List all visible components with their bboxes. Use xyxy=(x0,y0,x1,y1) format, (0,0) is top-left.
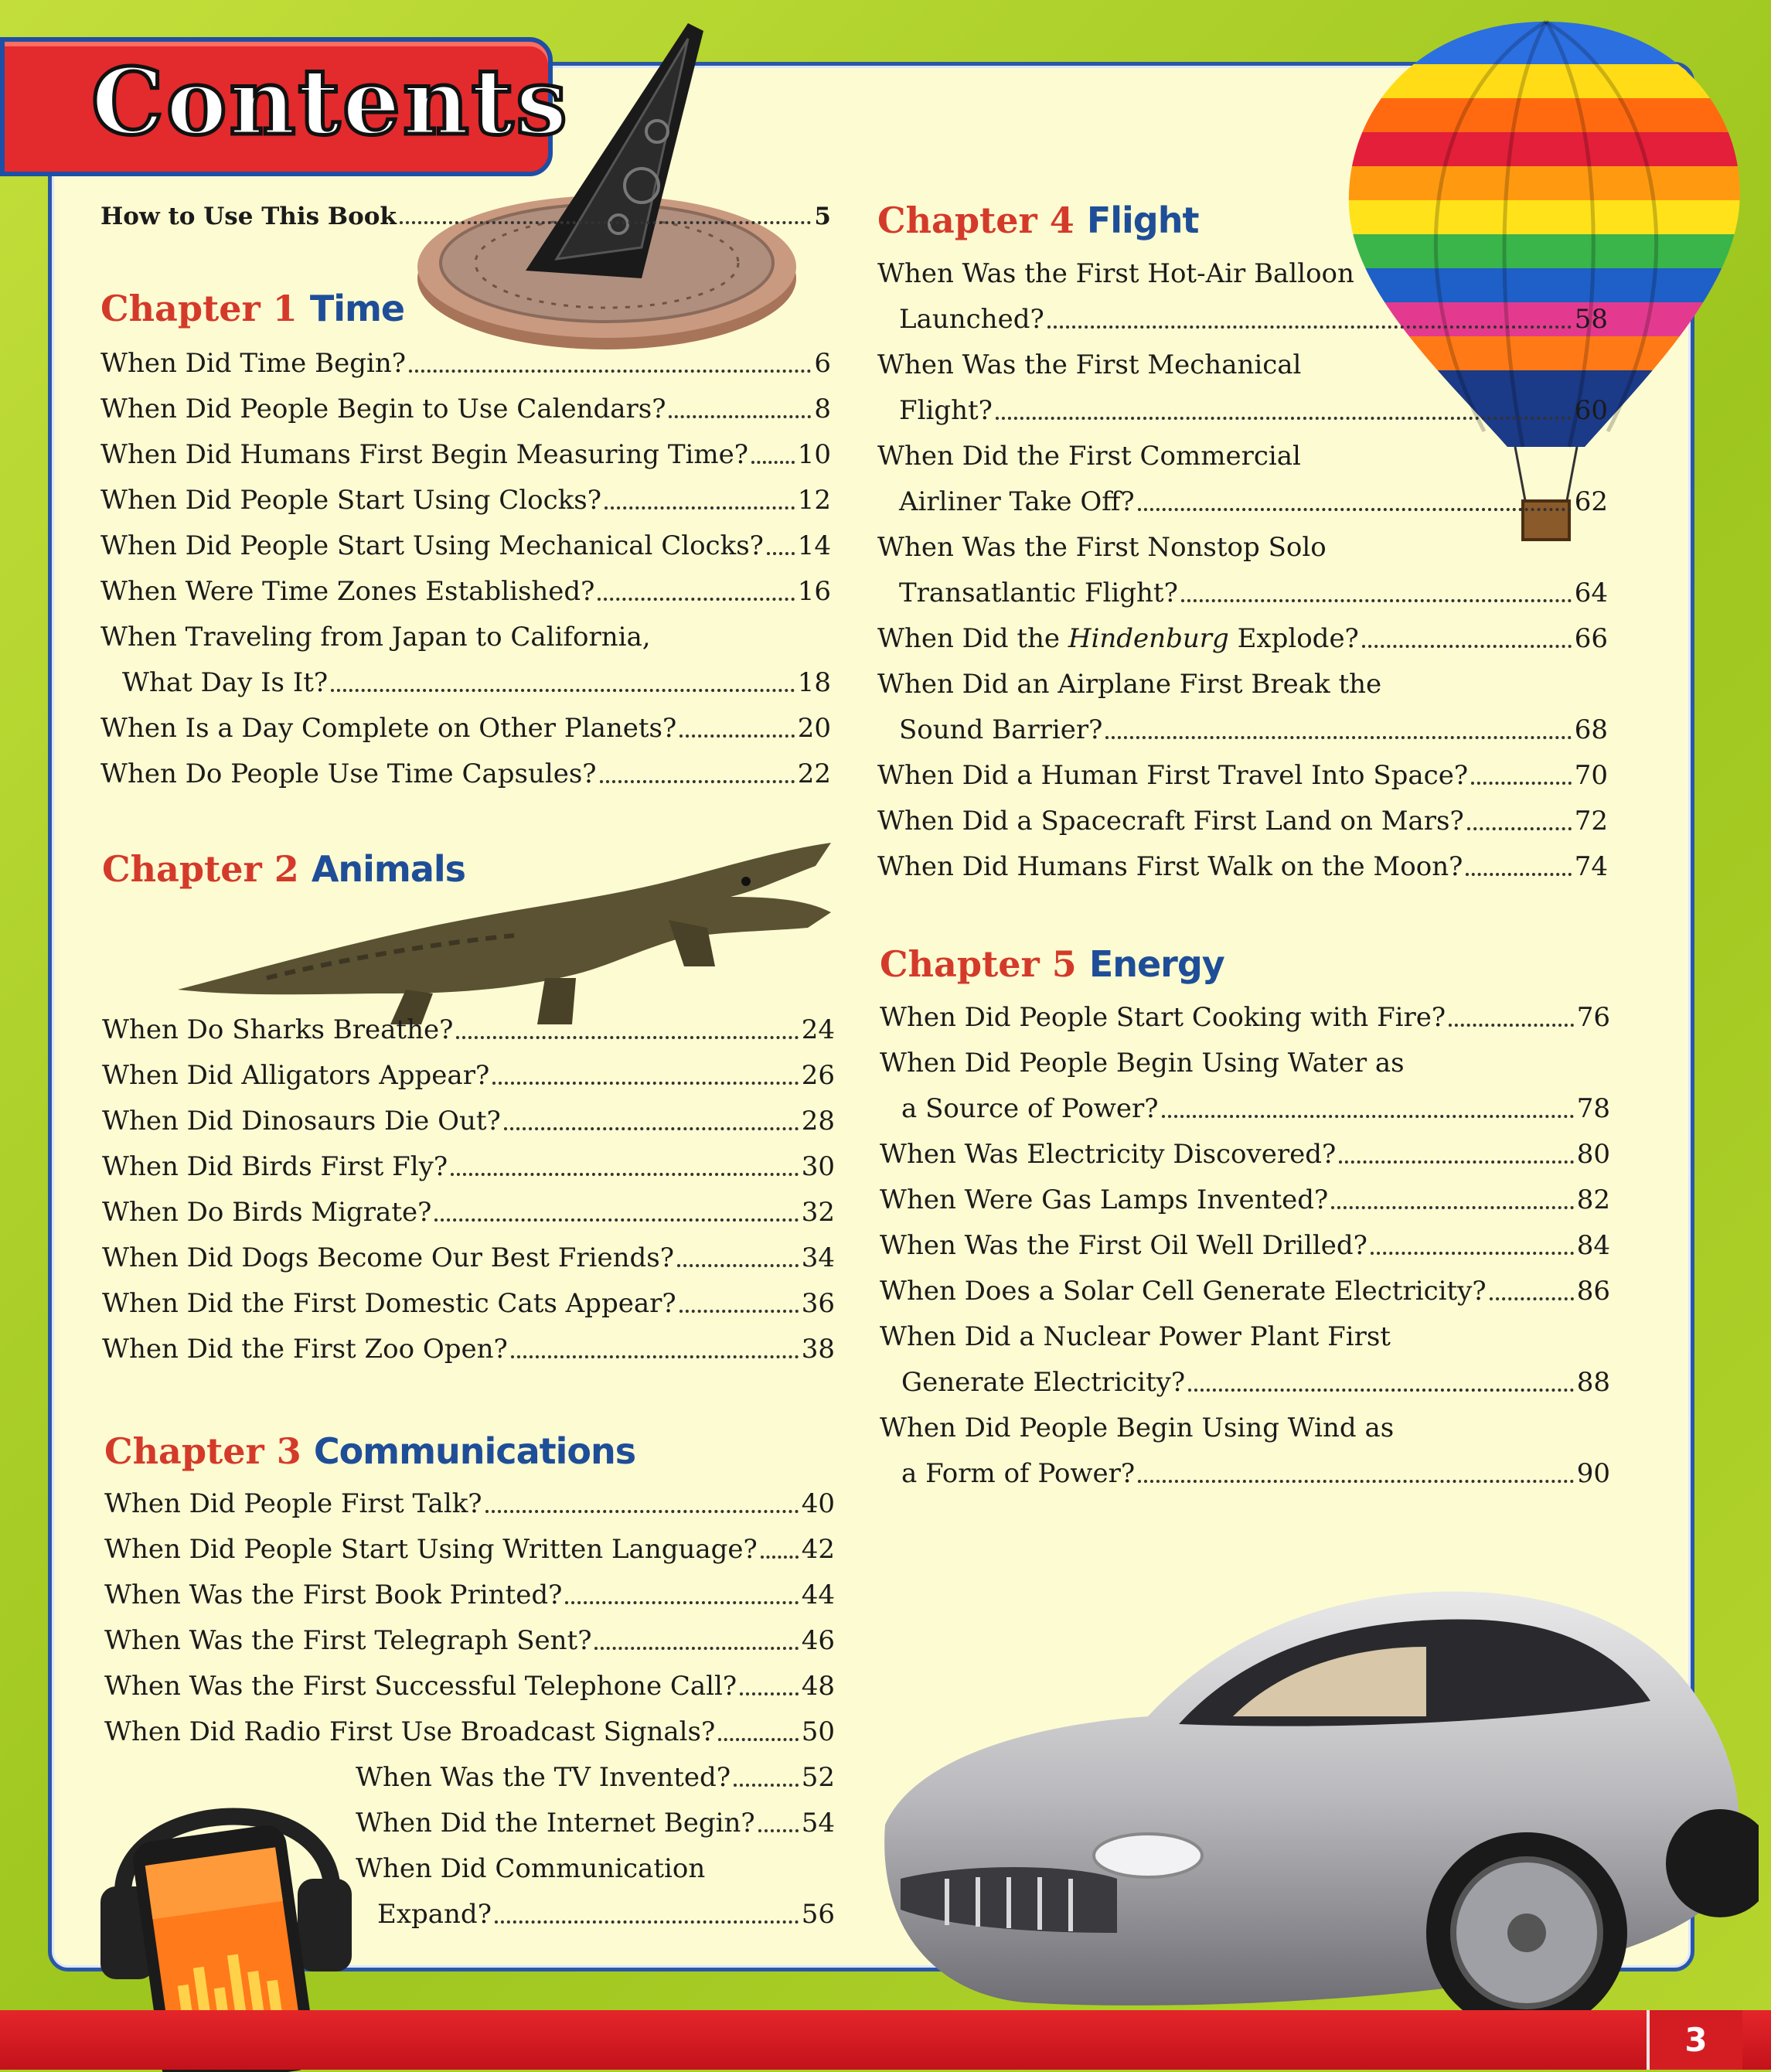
entry-page: 70 xyxy=(1574,760,1608,791)
toc-entry-line[interactable]: When Did People Begin Using Water as xyxy=(880,1048,1405,1079)
entry-page: 16 xyxy=(797,576,831,607)
dot-leader xyxy=(1181,599,1572,602)
intro-entry[interactable] xyxy=(100,203,831,230)
entry-page: 60 xyxy=(1574,395,1608,426)
toc-entry[interactable] xyxy=(104,1488,835,1519)
entry-page: 46 xyxy=(801,1625,835,1656)
toc-entry-line[interactable]: When Did a Nuclear Power Plant First xyxy=(880,1321,1391,1352)
dot-leader xyxy=(400,221,812,224)
entry-page: 52 xyxy=(801,1762,835,1793)
entry-title: When Did People Start Cooking with Fire? xyxy=(880,1002,1446,1033)
dot-leader xyxy=(598,598,794,601)
entry-title: When Was the First Telegraph Sent? xyxy=(104,1625,592,1656)
entry-page: 50 xyxy=(801,1716,835,1747)
entry-page: 38 xyxy=(801,1334,835,1365)
toc-entry[interactable] xyxy=(877,623,1608,654)
dot-leader xyxy=(504,1127,799,1130)
chapter-name: Energy xyxy=(1088,943,1224,985)
entry-title: When Did the First Zoo Open? xyxy=(102,1334,508,1365)
entry-title: When Does a Solar Cell Generate Electricity? xyxy=(880,1276,1487,1307)
dot-leader xyxy=(734,1784,799,1787)
chapter-heading xyxy=(104,1430,635,1472)
dot-leader xyxy=(605,506,795,509)
chapter-heading xyxy=(100,288,404,329)
toc-entry[interactable] xyxy=(100,576,831,607)
entry-page: 32 xyxy=(801,1197,835,1228)
toc-entry[interactable] xyxy=(356,1808,835,1839)
dot-leader xyxy=(679,1310,799,1313)
dot-leader xyxy=(409,370,811,373)
toc-entry[interactable] xyxy=(104,1580,835,1610)
dot-leader xyxy=(565,1601,798,1604)
entry-page: 82 xyxy=(1576,1184,1610,1215)
entry-title: Transatlantic Flight? xyxy=(899,578,1178,608)
entry-title: What Day Is It? xyxy=(122,667,329,698)
toc-entry[interactable] xyxy=(122,667,831,698)
toc-entry[interactable] xyxy=(104,1671,835,1702)
chapter-heading xyxy=(877,199,1198,241)
toc-entry[interactable] xyxy=(877,760,1608,791)
entry-title: When Did People Start Using Mechanical Clocks? xyxy=(100,530,764,561)
toc-entry[interactable] xyxy=(899,486,1608,517)
toc-entry-line[interactable]: When Did People Begin Using Wind as xyxy=(880,1413,1395,1443)
chapter-number: Chapter 1 xyxy=(100,288,298,329)
dot-leader xyxy=(1162,1115,1574,1118)
dot-leader xyxy=(761,1556,799,1559)
dot-leader xyxy=(1138,508,1572,511)
dot-leader xyxy=(1371,1252,1574,1255)
toc-entry[interactable] xyxy=(100,485,831,516)
entry-page: 68 xyxy=(1574,714,1608,745)
entry-page: 80 xyxy=(1576,1139,1610,1170)
entry-page: 44 xyxy=(801,1580,835,1610)
entry-page: 30 xyxy=(801,1151,835,1182)
entry-page: 34 xyxy=(801,1242,835,1273)
entry-page: 78 xyxy=(1576,1093,1610,1124)
sundial-icon xyxy=(410,15,812,356)
intro-label: How to Use This Book xyxy=(100,203,397,230)
toc-entry[interactable] xyxy=(901,1458,1610,1489)
dot-leader xyxy=(1449,1024,1574,1027)
entry-title: When Did Humans First Begin Measuring Time? xyxy=(100,439,748,470)
entry-title: Flight? xyxy=(899,395,993,426)
dot-leader xyxy=(331,689,795,692)
entry-title: a Source of Power? xyxy=(901,1093,1159,1124)
entry-page: 90 xyxy=(1576,1458,1610,1489)
entry-page: 6 xyxy=(814,348,831,379)
entry-title: When Was the TV Invented? xyxy=(356,1762,731,1793)
toc-entry[interactable] xyxy=(100,758,831,789)
toc-entry[interactable] xyxy=(102,1151,835,1182)
dot-leader xyxy=(751,461,795,464)
entry-page: 24 xyxy=(801,1014,835,1045)
toc-entry-line[interactable]: When Was the First Mechanical xyxy=(877,349,1302,380)
dot-leader xyxy=(740,1692,799,1695)
entry-title: When Did People Begin to Use Calendars? xyxy=(100,394,666,424)
entry-title: When Was the First Successful Telephone Call? xyxy=(104,1671,737,1702)
dot-leader xyxy=(1466,873,1571,876)
entry-title: Sound Barrier? xyxy=(899,714,1103,745)
chapter-name: Flight xyxy=(1086,199,1199,241)
page-title: Contents xyxy=(91,48,570,155)
entry-title: When Did People Start Using Written Language? xyxy=(104,1534,758,1565)
entry-page: 14 xyxy=(797,530,831,561)
sports-car-icon xyxy=(870,1569,1759,2064)
entry-page: 18 xyxy=(797,667,831,698)
dot-leader xyxy=(718,1738,799,1741)
dot-leader xyxy=(1362,645,1572,648)
entry-page: 76 xyxy=(1576,1002,1610,1033)
toc-entry-line[interactable]: When Did the First Commercial xyxy=(877,441,1301,472)
toc-entry[interactable] xyxy=(356,1762,835,1793)
dot-leader xyxy=(1339,1160,1574,1164)
entry-title: Airliner Take Off? xyxy=(899,486,1135,517)
dot-leader xyxy=(1138,1480,1574,1483)
dot-leader xyxy=(679,734,795,738)
entry-title: When Were Time Zones Established? xyxy=(100,576,595,607)
dot-leader xyxy=(451,1173,799,1176)
dot-leader xyxy=(1188,1389,1574,1392)
toc-entry[interactable] xyxy=(102,1242,835,1273)
entry-page: 8 xyxy=(814,394,831,424)
dot-leader xyxy=(1331,1206,1573,1209)
entry-title: When Did Humans First Walk on the Moon? xyxy=(877,851,1463,882)
entry-title: When Did the Hindenburg Explode? xyxy=(877,623,1359,654)
chapter-name: Time xyxy=(309,288,405,329)
toc-entry-line[interactable]: When Did Communication xyxy=(356,1853,706,1884)
entry-title: When Did the First Domestic Cats Appear? xyxy=(102,1288,676,1319)
toc-entry[interactable] xyxy=(899,304,1608,335)
dot-leader xyxy=(511,1355,799,1358)
chapter-name: Communications xyxy=(313,1430,636,1472)
toc-entry[interactable] xyxy=(104,1625,835,1656)
entry-page: 36 xyxy=(801,1288,835,1319)
toc-entry[interactable] xyxy=(104,1716,835,1747)
entry-page: 42 xyxy=(801,1534,835,1565)
entry-title: When Was the First Oil Well Drilled? xyxy=(880,1230,1367,1261)
entry-page: 88 xyxy=(1576,1367,1610,1398)
dot-leader xyxy=(1467,827,1572,830)
toc-entry[interactable] xyxy=(877,851,1608,882)
dot-leader xyxy=(492,1082,799,1085)
dot-leader xyxy=(1471,782,1572,785)
entry-title: Generate Electricity? xyxy=(901,1367,1186,1398)
toc-entry[interactable] xyxy=(100,348,831,379)
entry-page: 22 xyxy=(797,758,831,789)
entry-page: 58 xyxy=(1574,304,1608,335)
chapter-number: Chapter 5 xyxy=(880,943,1077,985)
entry-title: When Did People First Talk? xyxy=(104,1488,482,1519)
entry-title: When Do Sharks Breathe? xyxy=(102,1014,454,1045)
toc-entry[interactable] xyxy=(899,714,1608,745)
toc-entry[interactable] xyxy=(901,1093,1610,1124)
dot-leader xyxy=(996,417,1572,420)
toc-entry[interactable] xyxy=(100,394,831,424)
entry-title: When Did People Start Using Clocks? xyxy=(100,485,601,516)
entry-page: 74 xyxy=(1574,851,1608,882)
toc-entry[interactable] xyxy=(880,1139,1610,1170)
entry-title: When Did Time Begin? xyxy=(100,348,406,379)
toc-entry-line[interactable]: When Was the First Hot-Air Balloon xyxy=(877,258,1354,289)
chapter-heading xyxy=(880,943,1224,985)
entry-page: 84 xyxy=(1576,1230,1610,1261)
entry-page: 64 xyxy=(1574,578,1608,608)
entry-title: When Do Birds Migrate? xyxy=(102,1197,432,1228)
toc-entry[interactable] xyxy=(100,439,831,470)
toc-entry[interactable] xyxy=(377,1899,835,1930)
toc-entry[interactable] xyxy=(880,1276,1610,1307)
intro-page: 5 xyxy=(814,203,831,230)
entry-title: When Was Electricity Discovered? xyxy=(880,1139,1337,1170)
dot-leader xyxy=(1047,325,1572,329)
dot-leader xyxy=(1490,1297,1574,1300)
entry-title: When Did a Human First Travel Into Space? xyxy=(877,760,1469,791)
toc-entry[interactable] xyxy=(102,1197,835,1228)
dot-leader xyxy=(677,1264,799,1267)
entry-title: When Is a Day Complete on Other Planets? xyxy=(100,713,677,744)
entry-page: 40 xyxy=(801,1488,835,1519)
footer-strip xyxy=(0,2010,1771,2070)
entry-title: When Did the Internet Begin? xyxy=(356,1808,755,1839)
entry-page: 86 xyxy=(1576,1276,1610,1307)
entry-title: When Did Dogs Become Our Best Friends? xyxy=(102,1242,674,1273)
toc-entry[interactable] xyxy=(901,1367,1610,1398)
entry-title: When Did Alligators Appear? xyxy=(102,1060,490,1091)
dot-leader xyxy=(669,415,811,418)
entry-title: Expand? xyxy=(377,1899,492,1930)
entry-page: 56 xyxy=(801,1899,835,1930)
entry-page: 48 xyxy=(801,1671,835,1702)
entry-title: When Was the First Book Printed? xyxy=(104,1580,563,1610)
toc-entry[interactable] xyxy=(100,530,831,561)
toc-entry[interactable] xyxy=(102,1014,835,1045)
entry-title: When Did Radio First Use Broadcast Signals? xyxy=(104,1716,716,1747)
toc-entry[interactable] xyxy=(899,395,1608,426)
page-number: 3 xyxy=(1647,2010,1742,2070)
entry-title: Launched? xyxy=(899,304,1044,335)
dot-leader xyxy=(758,1829,799,1832)
entry-page: 26 xyxy=(801,1060,835,1091)
chapter-name: Animals xyxy=(311,848,466,890)
toc-entry[interactable] xyxy=(102,1106,835,1137)
entry-page: 72 xyxy=(1574,806,1608,837)
toc-entry-line[interactable]: When Did an Airplane First Break the xyxy=(877,669,1382,700)
toc-entry-line[interactable]: When Was the First Nonstop Solo xyxy=(877,532,1327,563)
chapter-number: Chapter 2 xyxy=(102,848,299,890)
dot-leader xyxy=(1105,736,1571,739)
chapter-number: Chapter 4 xyxy=(877,199,1075,241)
entry-page: 54 xyxy=(801,1808,835,1839)
entry-page: 12 xyxy=(797,485,831,516)
entry-page: 28 xyxy=(801,1106,835,1137)
chapter-heading xyxy=(102,848,465,890)
toc-entry[interactable] xyxy=(104,1534,835,1565)
toc-entry[interactable] xyxy=(880,1230,1610,1261)
chapter-number: Chapter 3 xyxy=(104,1430,301,1472)
toc-entry[interactable] xyxy=(102,1334,835,1365)
entry-page: 10 xyxy=(797,439,831,470)
dot-leader xyxy=(495,1920,799,1924)
dot-leader xyxy=(600,780,795,783)
toc-entry[interactable] xyxy=(102,1060,835,1091)
hot-air-balloon-icon xyxy=(1330,14,1762,547)
toc-entry[interactable] xyxy=(880,1002,1610,1033)
entry-title: When Were Gas Lamps Invented? xyxy=(880,1184,1329,1215)
dot-leader xyxy=(434,1218,798,1222)
entry-title: When Did Birds First Fly? xyxy=(102,1151,448,1182)
dot-leader xyxy=(456,1036,798,1039)
toc-entry-line[interactable]: When Traveling from Japan to California, xyxy=(100,622,651,653)
dot-leader xyxy=(767,552,795,555)
entry-page: 62 xyxy=(1574,486,1608,517)
toc-entry[interactable] xyxy=(877,806,1608,837)
toc-entry[interactable] xyxy=(880,1184,1610,1215)
toc-entry[interactable] xyxy=(102,1288,835,1319)
entry-title: a Form of Power? xyxy=(901,1458,1136,1489)
entry-title: When Do People Use Time Capsules? xyxy=(100,758,597,789)
entry-title: When Did Dinosaurs Die Out? xyxy=(102,1106,501,1137)
entry-title: When Did a Spacecraft First Land on Mars? xyxy=(877,806,1464,837)
toc-entry[interactable] xyxy=(899,578,1608,608)
dot-leader xyxy=(594,1647,798,1650)
dot-leader xyxy=(485,1510,799,1513)
toc-entry[interactable] xyxy=(100,713,831,744)
entry-page: 66 xyxy=(1574,623,1608,654)
entry-page: 20 xyxy=(797,713,831,744)
